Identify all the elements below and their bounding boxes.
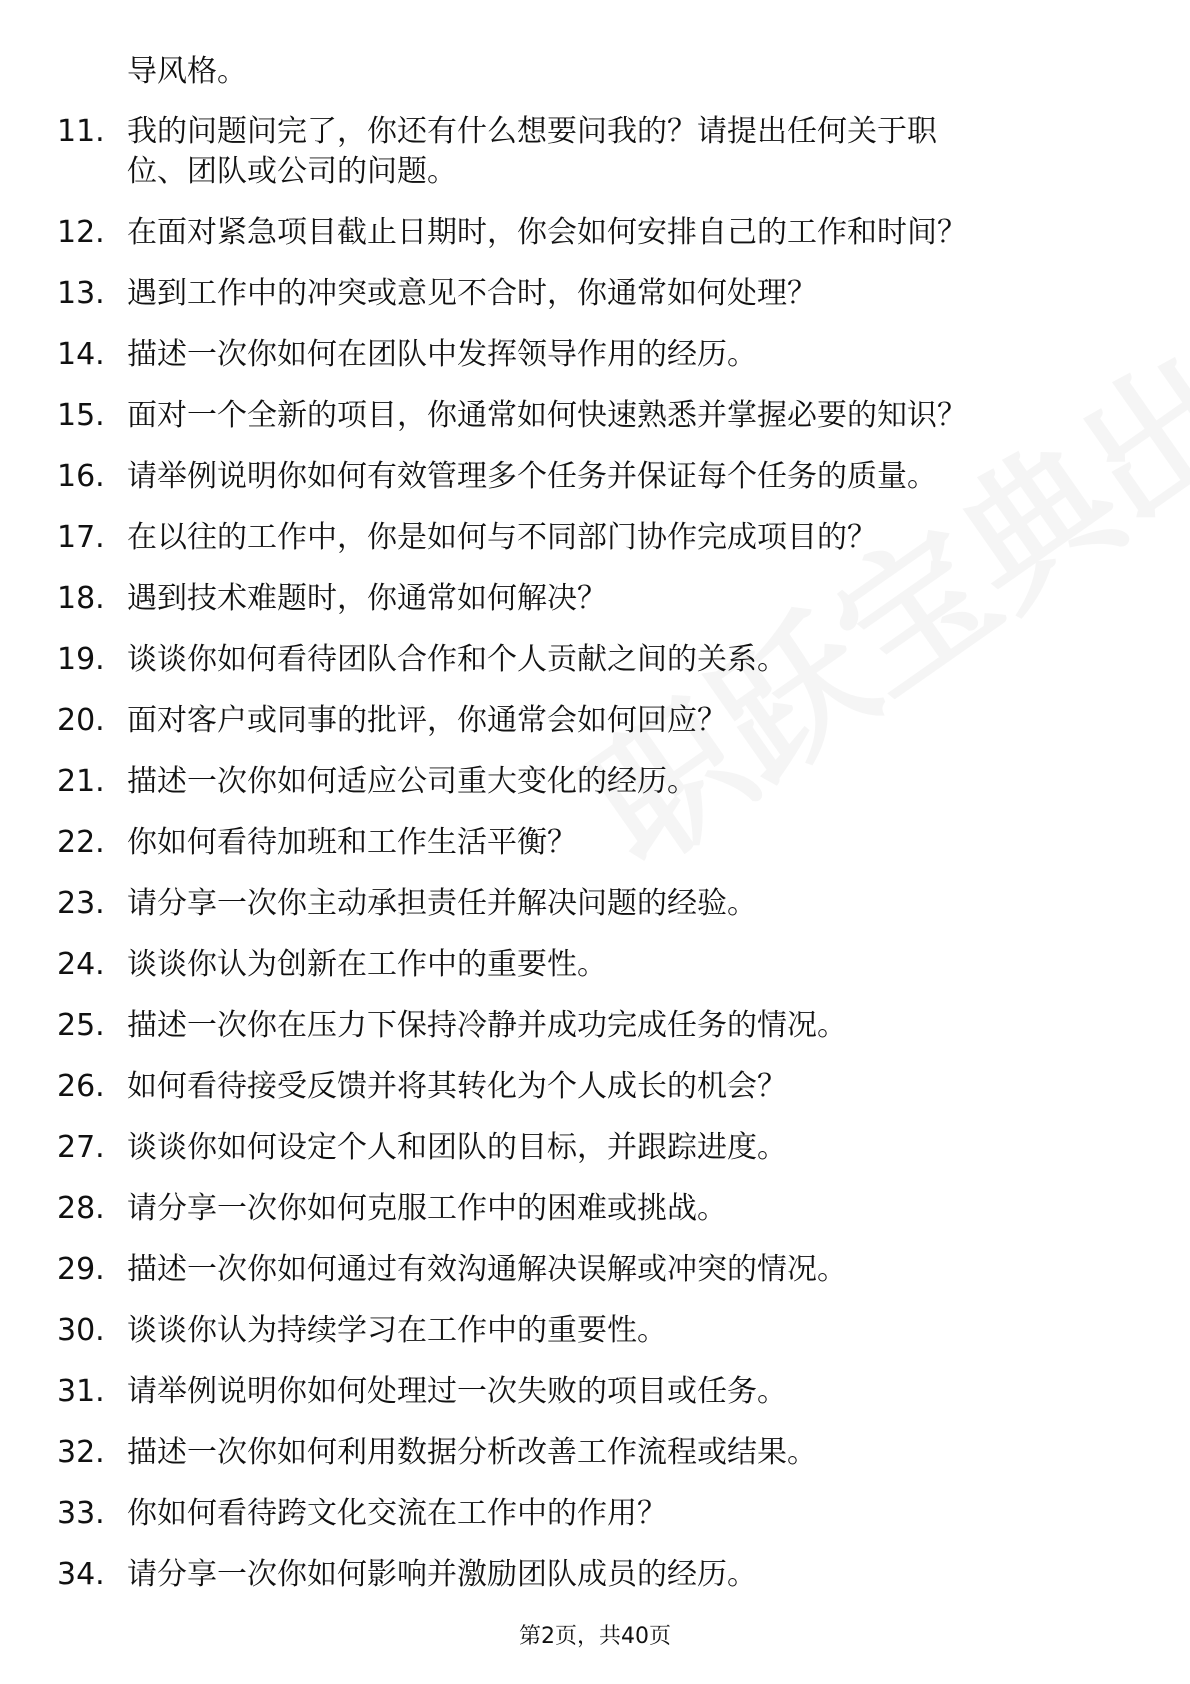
question-number: 27. [57,1130,105,1165]
question-item [0,396,1190,436]
question-number: 34. [57,1557,105,1592]
question-item [0,1433,1190,1473]
question-number: 30. [57,1313,105,1348]
question-text: 在以往的工作中，你是如何与不同部门协作完成项目的？ [127,520,877,555]
question-number: 16. [57,459,105,494]
question-item [0,457,1190,497]
question-item [0,640,1190,680]
question-text: 请分享一次你如何影响并激励团队成员的经历。 [127,1557,757,1592]
question-item [0,701,1190,741]
question-text: 在面对紧急项目截止日期时，你会如何安排自己的工作和时间？ [127,215,967,250]
question-item [0,1128,1190,1168]
question-number: 15. [57,398,105,433]
question-number: 18. [57,581,105,616]
question-item [0,579,1190,619]
page-footer: 第2页，共40页 [519,1624,671,1649]
question-item [0,1311,1190,1351]
question-number: 22. [57,825,105,860]
question-text: 请举例说明你如何有效管理多个任务并保证每个任务的质量。 [127,459,937,494]
question-number: 29. [57,1252,105,1287]
question-number: 32. [57,1435,105,1470]
question-item [0,945,1190,985]
question-text: 请分享一次你主动承担责任并解决问题的经验。 [127,886,757,921]
question-text: 描述一次你如何在团队中发挥领导作用的经历。 [127,337,757,372]
question-item [0,1250,1190,1290]
question-number: 14. [57,337,105,372]
question-number: 25. [57,1008,105,1043]
question-item [0,274,1190,314]
question-text: 你如何看待加班和工作生活平衡？ [127,825,577,860]
question-text: 面对一个全新的项目，你通常如何快速熟悉并掌握必要的知识？ [127,398,967,433]
question-text: 谈谈你认为创新在工作中的重要性。 [127,947,607,982]
question-item [0,884,1190,924]
question-item [0,1189,1190,1229]
question-number: 33. [57,1496,105,1531]
question-item [0,518,1190,558]
question-text: 描述一次你如何适应公司重大变化的经历。 [127,764,697,799]
question-text: 请举例说明你如何处理过一次失败的项目或任务。 [127,1374,787,1409]
question-item [0,823,1190,863]
question-item [0,335,1190,375]
continued-text: 导风格。 [127,54,247,89]
question-text: 面对客户或同事的批评，你通常会如何回应？ [127,703,727,738]
question-text: 我的问题问完了，你还有什么想要问我的？请提出任何关于职 [127,114,937,149]
question-text: 遇到技术难题时，你通常如何解决？ [127,581,607,616]
question-number: 28. [57,1191,105,1226]
question-number: 19. [57,642,105,677]
question-number: 12. [57,215,105,250]
question-text: 谈谈你认为持续学习在工作中的重要性。 [127,1313,667,1348]
question-item [0,1494,1190,1534]
question-text: 如何看待接受反馈并将其转化为个人成长的机会？ [127,1069,787,1104]
question-item [0,112,1190,192]
question-number: 11. [57,114,105,149]
question-number: 17. [57,520,105,555]
question-item [0,1006,1190,1046]
question-text: 描述一次你如何通过有效沟通解决误解或冲突的情况。 [127,1252,847,1287]
question-list [0,112,1190,1616]
question-item [0,1067,1190,1107]
question-number: 23. [57,886,105,921]
question-number: 26. [57,1069,105,1104]
question-number: 21. [57,764,105,799]
question-text: 谈谈你如何看待团队合作和个人贡献之间的关系。 [127,642,787,677]
question-text: 你如何看待跨文化交流在工作中的作用？ [127,1496,667,1531]
question-number: 20. [57,703,105,738]
question-text: 描述一次你在压力下保持冷静并成功完成任务的情况。 [127,1008,847,1043]
question-text: 谈谈你如何设定个人和团队的目标，并跟踪进度。 [127,1130,787,1165]
question-text: 遇到工作中的冲突或意见不合时，你通常如何处理？ [127,276,817,311]
question-item [0,1555,1190,1595]
question-number: 31. [57,1374,105,1409]
question-number: 13. [57,276,105,311]
question-number: 24. [57,947,105,982]
question-text: 位、团队或公司的问题。 [127,154,457,189]
question-text: 请分享一次你如何克服工作中的困难或挑战。 [127,1191,727,1226]
question-item [0,213,1190,253]
question-item [0,1372,1190,1412]
question-item [0,762,1190,802]
question-text: 描述一次你如何利用数据分析改善工作流程或结果。 [127,1435,817,1470]
